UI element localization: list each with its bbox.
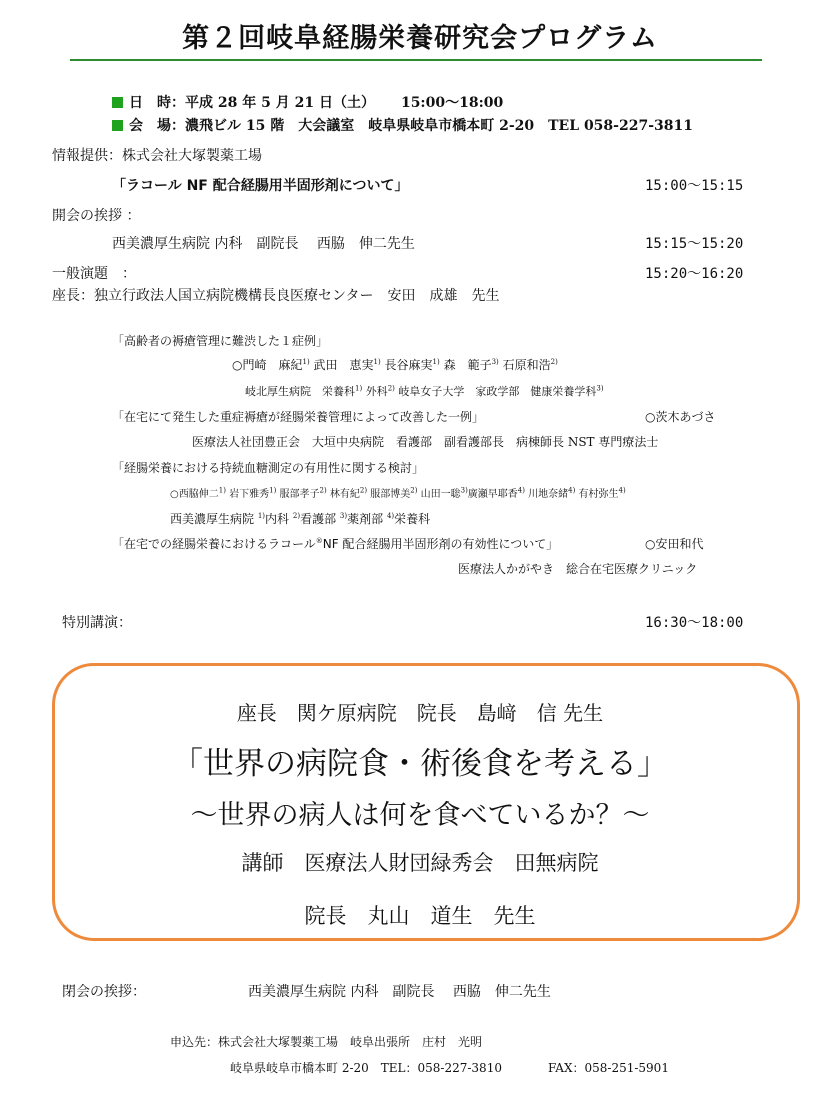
date-row [112,92,503,112]
info-label: 情報提供：株式会社大塚製薬工場 [52,148,262,164]
date-value: 平成 28 年 5 月 21 日（土） [185,95,375,111]
opening-label: 開会の挨拶 ： [52,208,141,224]
general-time: 15:20〜16:20 [645,266,744,282]
presentation-4-title: 「在宅での経腸栄養におけるラコール®NF 配合経腸用半固形剤の有効性について」 [112,537,559,551]
special-time: 16:30〜18:00 [645,615,744,631]
opening-time: 15:15〜15:20 [645,236,744,252]
general-chair: 座長：独立行政法人国立病院機構長良医療センター 安田 成雄 先生 [52,288,500,304]
time-value: 15:00〜18:00 [400,95,504,111]
presentation-3-authors: ○西脇伸二$^{1)}$ 岩下雅秀$^{1)}$ 服部孝子$^{2)}$ 林有紀$^{2)}$ 服部博美$^{2)}$ 山田一聡$^{3)}$廣瀬早耶香$^{4)}$ 川地奈緒$^{4)}$ 有村弥生$^{4)}$ [170,486,626,500]
footer-contact: 申込先：株式会社大塚製薬工場 岐阜出張所 庄村 光明 [170,1035,483,1049]
presentation-1-authors: ○門崎 麻紀$^{1)}$ 武田 恵実$^{1)}$ 長谷麻実$^{1)}$ 森 範子$^{3)}$ 石原和浩$^{2)}$ [232,358,558,372]
title-underline [70,59,762,61]
presentation-3-title: 「経腸栄養における持続血糖測定の有用性に関する検討」 [112,461,425,475]
general-label: 一般演題 ： [52,266,136,282]
closing-label: 閉会の挨拶： [62,984,146,1000]
special-lecturer-line2: 院長 丸山 道生 先生 [304,904,536,928]
presentation-2-presenter: ○茨木あづさ [645,410,716,424]
green-square-bullet-icon [112,120,123,131]
footer-fax: FAX：058-251-5901 [548,1061,669,1075]
special-label: 特別講演： [62,615,132,631]
venue-row [112,115,693,135]
presentation-1-title: 「高齢者の褥瘡管理に難渋した１症例」 [112,334,329,348]
closing-speaker: 西美濃厚生病院 内科 副院長 西脇 伸二先生 [248,984,551,1000]
special-lecture-title: 「世界の病院食・術後食を考える」 [172,746,668,782]
venue-label: 会 場： [129,118,185,134]
presentation-4-affiliation: 医療法人かがやき 総合在宅医療クリニック [458,562,698,576]
green-square-bullet-icon [112,97,123,108]
info-time: 15:00〜15:15 [645,178,744,194]
venue-value: 濃飛ビル 15 階 大会議室 岐阜県岐阜市橋本町 2-20 TEL 058-227-3811 [185,118,693,134]
date-label: 日 時： [129,95,185,111]
special-chair: 座長 関ケ原病院 院長 島﨑 信 先生 [236,701,604,725]
special-lecturer-line1: 講師 医療法人財団緑秀会 田無病院 [241,851,599,875]
presentation-2-affiliation: 医療法人社団豊正会 大垣中央病院 看護部 副看護部長 病棟師長 NST 専門療法士 [192,435,659,449]
info-topic: 「ラコール NF 配合経腸用半固形剤について」 [112,178,409,194]
presentation-3-affiliation: 西美濃厚生病院 $^{1)}$内科 $^{2)}$看護部 $^{3)}$薬剤部 $^{4)}$栄養科 [170,512,431,526]
opening-speaker: 西美濃厚生病院 内科 副院長 西脇 伸二先生 [112,236,415,252]
presentation-1-affiliations: 岐北厚生病院 栄養科$^{1)}$ 外科$^{2)}$ 岐阜女子大学 家政学部 健康栄養学科$^{3)}$ [245,384,604,398]
presentation-4-presenter: ○安田和代 [645,537,704,551]
presentation-2-title: 「在宅にて発生した重症褥瘡が経腸栄養管理によって改善した一例」 [112,410,485,424]
footer-address: 岐阜県岐阜市橋本町 2-20 TEL：058-227-3810 [230,1061,502,1075]
special-lecture-subtitle: 〜世界の病人は何を食べているか？〜 [190,800,650,831]
page-title: 第２回岐阜経腸栄養研究会プログラム [182,23,658,54]
